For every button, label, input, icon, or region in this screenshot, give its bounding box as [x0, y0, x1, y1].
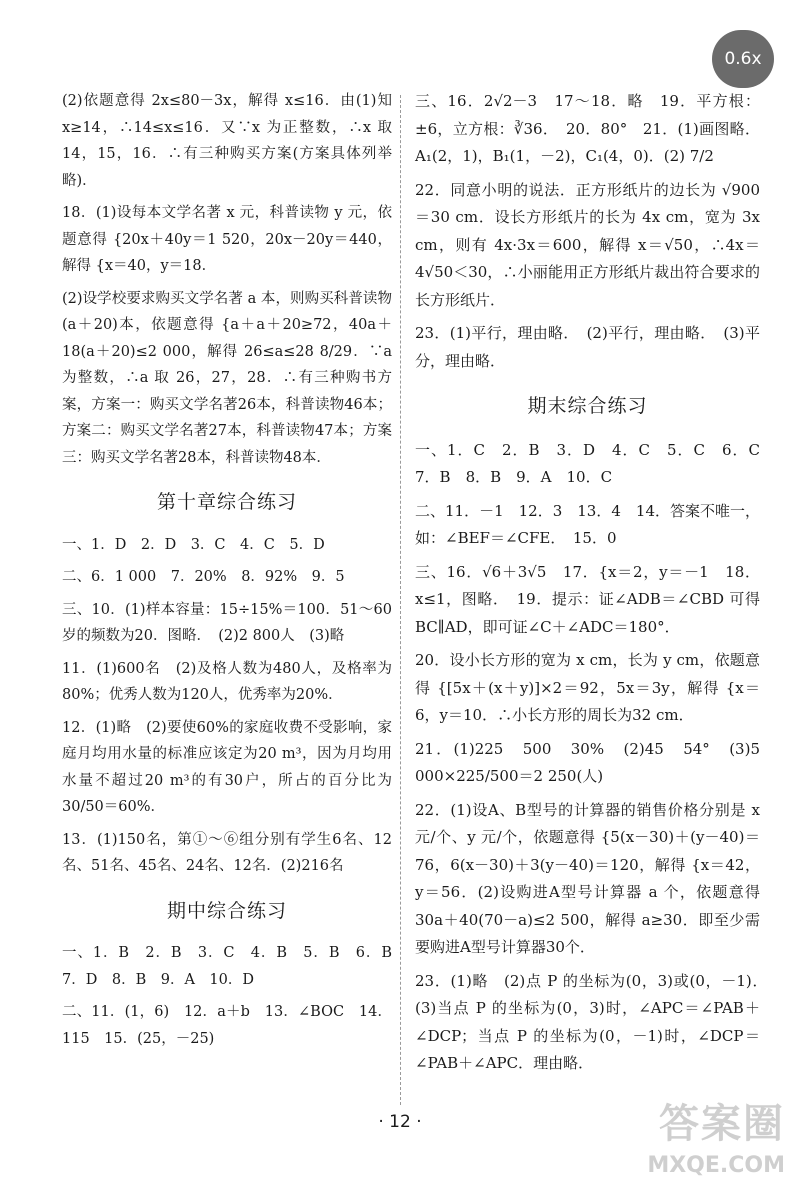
answer-paragraph: 二、6．1 000 7．20% 8．92% 9．5 [62, 569, 345, 585]
section-heading: 期末综合练习 [527, 395, 648, 417]
watermark-text: 答案圈 [659, 1101, 785, 1147]
answer-paragraph: 三、10．(1)样本容量：15÷15%＝100．51～60岁的频数为20．图略． (2)2 800人 (3)略 [62, 601, 392, 644]
zoom-badge[interactable]: 0.6x [712, 30, 774, 88]
answer-paragraph: 11．(1)600名 (2)及格人数为480人，及格率为80%；优秀人数为120人，优秀率为20%． [62, 660, 392, 703]
answer-paragraph: 一、1．D 2．D 3．C 4．C 5．D [62, 536, 325, 553]
answer-paragraph: 22．(1)设A、B型号的计算器的销售价格分别是 x 元/个、y 元/个，依题意得 {5(x－30)＋(y－40)＝76，6(x－30)＋3(y－40)＝120，解得 {x＝42，y＝56．(2)设购进A型号计算器 a 个，依题意得 30a＋40(70－a)≤2 500，解得 a≥30．即至少需要购进A型号计算器30个． [415, 800, 760, 956]
answer-paragraph: 三、16．√6＋3√5 17．{x＝2，y＝－1 18．x≤1，图略． 19．提示：证∠ADB＝∠CBD 可得 BC∥AD，即可证∠C＋∠ADC＝180°． [415, 562, 760, 636]
answer-paragraph: (2)设学校要求购买文学名著 a 本，则购买科普读物(a＋20)本，依题意得 {a＋a＋20≥72，40a＋18(a＋20)≤2 000，解得 26≤a≤28 8/29．∵a 为整数，∴a 取 26，27，28．∴有三种购书方案，方案一：购买文学名著26本，科普读物46本；方案二：购买文学名著27本，科普读物47本；方案三：购买文学名著28本，科普读物48本． [62, 290, 392, 466]
answer-paragraph: 20．设小长方形的宽为 x cm，长为 y cm，依题意得 {[5x＋(x＋y)]×2＝92，5x＝3y，解得 {x＝6，y＝10．∴小长方形的周长为32 cm． [415, 651, 760, 724]
answer-paragraph: 23．(1)略 (2)点 P 的坐标为(0，3)或(0，－1)． (3)当点 P 的坐标为(0，3)时，∠APC＝∠PAB＋∠DCP；当点 P 的坐标为(0，－1)时，∠DCP＝∠PAB＋∠APC．理由略． [415, 971, 776, 1072]
column-divider [400, 95, 401, 1105]
answer-paragraph: 一、1．B 2．B 3．C 4．B 5．B 6．B 7．D 8．B 9．A 10．D [62, 945, 407, 988]
section-heading: 第十章综合练习 [156, 491, 297, 513]
answer-paragraph: 二、11．－1 12．3 13．4 14．答案不唯一，如：∠BEF＝∠CFE． 15．0 [415, 501, 760, 547]
answer-paragraph: 22．同意小明的说法．正方形纸片的边长为 √900＝30 cm．设长方形纸片的长为 4x cm，宽为 3x cm，则有 4x·3x＝600，解得 x＝√50，∴4x＝4√50＜30，∴小丽能用正方形纸片裁出符合要求的长方形纸片． [415, 180, 760, 309]
answer-paragraph: 21．(1)225 500 30% (2)45 54° (3)5 000×225/500＝2 250(人) [415, 739, 760, 785]
answer-paragraph: 三、16．2√2－3 17～18．略 19．平方根：±6，立方根：∛36． 20．80° 21．(1)画图略．A₁(2，1)，B₁(1，－2)，C₁(4，0)．(2) 7/2 [415, 92, 760, 165]
watermark-logo [575, 1098, 785, 1190]
page-number: · 12 · [378, 1112, 422, 1132]
answer-paragraph: 23．(1)平行，理由略． (2)平行，理由略． (3)平分，理由略． [415, 324, 760, 370]
answer-paragraph: 13．(1)150名，第①～⑥组分别有学生6名、12名、51名、45名、24名、12名．(2)216名 [62, 831, 392, 874]
answer-paragraph: 12．(1)略 (2)要使60%的家庭收费不受影响，家庭月均用水量的标准应该定为20 m³，因为月均用水量不超过20 m³的有30户，所占的百分比为 30/50＝60%． [62, 719, 392, 815]
watermark-url: MXQE.COM [647, 1153, 785, 1178]
answer-paragraph: (2)依题意得 2x≤80－3x，解得 x≤16．由(1)知 x≥14，∴14≤x≤16．又∵x 为正整数，∴x 取14，15，16．∴有三种购买方案(方案具体列举略)． [62, 93, 392, 189]
section-heading: 期中综合练习 [166, 899, 287, 922]
right-column [415, 88, 776, 1084]
answer-paragraph: 二、11．(1，6) 12．a＋b 13．∠BOC 14．115 15．(25，－25) [62, 1004, 392, 1047]
left-column [62, 88, 407, 1058]
answer-paragraph: 一、1．C 2．B 3．D 4．C 5．C 6．C 7．B 8．B 9．A 10．C [415, 440, 776, 486]
answer-paragraph: 18．(1)设每本文学名著 x 元，科普读物 y 元，依题意得 {20x＋40y＝1 520，20x－20y＝440，解得 {x＝40，y＝18． [62, 205, 392, 274]
